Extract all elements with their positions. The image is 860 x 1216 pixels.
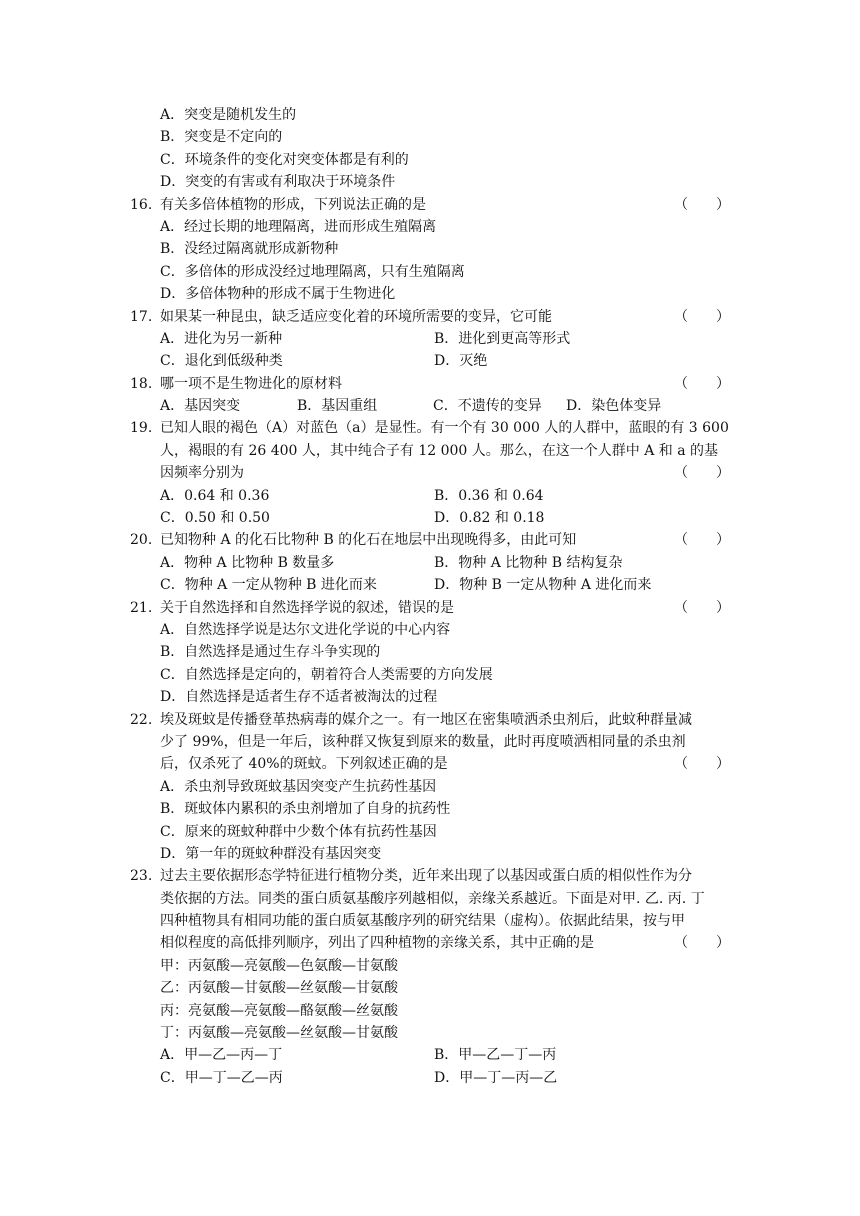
option-c: C．多倍体的形成没经过地理隔离，只有生殖隔离 xyxy=(160,263,465,280)
options-row xyxy=(132,395,730,417)
option-b: B．斑蚊体内累积的杀虫剂增加了自身的抗药性 xyxy=(160,801,451,818)
stem-line xyxy=(132,932,730,954)
question-18 xyxy=(132,373,730,418)
stem-text: 相似程度的高低排列顺序，列出了四种植物的亲缘关系，其中正确的是 xyxy=(160,935,594,952)
question-number: 17. xyxy=(130,308,153,325)
option-c: C．退化到低级种类 xyxy=(160,353,283,370)
option-d: D．染色体变异 xyxy=(566,398,662,415)
option-a: A．0.64 和 0.36 xyxy=(160,487,270,504)
stem-text: 埃及斑蚊是传播登革热病毒的媒介之一。有一地区在密集喷洒杀虫剂后，此蚊种群量减 xyxy=(160,711,692,728)
question-15-options xyxy=(132,104,730,194)
options-row xyxy=(132,1044,730,1066)
question-stem xyxy=(132,865,730,887)
option-c: C．甲—丁—乙—丙 xyxy=(160,1069,283,1086)
option-a: A．自然选择学说是达尔文进化学说的中心内容 xyxy=(160,621,451,638)
option-c: C．不遗传的变异 xyxy=(433,398,542,415)
option-b: B．自然选择是通过生存斗争实现的 xyxy=(160,644,381,661)
question-stem xyxy=(132,306,730,328)
question-19 xyxy=(132,417,730,529)
options-row xyxy=(132,574,730,596)
answer-blank: （ ） xyxy=(674,756,730,773)
stem-line: 类依据的方法。同类的蛋白质氨基酸序列越相似，亲缘关系越近。下面是对甲. 乙. 丙. 丁 xyxy=(160,890,705,907)
option-d: D．第一年的斑蚊种群没有基因突变 xyxy=(160,845,382,862)
question-stem xyxy=(132,417,730,439)
option-b: B．进化到更高等形式 xyxy=(434,330,571,347)
options-row xyxy=(132,507,730,529)
options-row xyxy=(132,1067,730,1089)
option-d: D．多倍体物种的形成不属于生物进化 xyxy=(160,286,396,303)
question-stem xyxy=(132,597,730,619)
question-stem xyxy=(132,529,730,551)
question-number: 16. xyxy=(130,196,153,213)
question-list xyxy=(132,104,730,1089)
stem-line xyxy=(132,462,730,484)
stem-text: 有关多倍体植物的形成，下列说法正确的是 xyxy=(160,196,426,213)
stem-line: 人，褐眼的有 26 400 人，其中纯合子有 12 000 人。那么，在这一个人群中 A 和 a 的基 xyxy=(160,442,719,459)
sequence-jia: 甲：丙氨酸—亮氨酸—色氨酸—甘氨酸 xyxy=(160,957,398,974)
options-row xyxy=(132,552,730,574)
option-d: D．0.82 和 0.18 xyxy=(434,510,545,527)
question-stem xyxy=(132,194,730,216)
question-number: 20. xyxy=(130,532,153,549)
option-b: B．基因重组 xyxy=(297,398,378,415)
option-b: B．物种 A 比物种 B 结构复杂 xyxy=(434,554,623,571)
option-b: B．甲—乙—丁—丙 xyxy=(434,1047,557,1064)
option-b: B．没经过隔离就形成新物种 xyxy=(160,241,339,258)
answer-blank: （ ） xyxy=(674,599,730,616)
options-row xyxy=(132,350,730,372)
option-d: D．自然选择是适者生存不适者被淘汰的过程 xyxy=(160,689,438,706)
question-number: 22. xyxy=(130,711,153,728)
option-d: D．突变的有害或有利取决于环境条件 xyxy=(160,174,396,191)
option-d: D．甲—丁—丙—乙 xyxy=(434,1069,558,1086)
option-b: B．0.36 和 0.64 xyxy=(434,487,544,504)
options-row xyxy=(132,328,730,350)
question-number: 18. xyxy=(130,375,153,392)
stem-text: 过去主要依据形态学特征进行植物分类，近年来出现了以基因或蛋白质的相似性作为分 xyxy=(160,868,692,885)
stem-text: 关于自然选择和自然选择学说的叙述，错误的是 xyxy=(160,599,454,616)
stem-line xyxy=(132,753,730,775)
option-a: A．甲—乙—丙—丁 xyxy=(160,1047,283,1064)
answer-blank: （ ） xyxy=(674,935,730,952)
option-d: D．物种 B 一定从物种 A 进化而来 xyxy=(434,577,652,594)
option-b: B．突变是不定向的 xyxy=(160,129,283,146)
question-stem xyxy=(132,373,730,395)
option-c: C．0.50 和 0.50 xyxy=(160,510,270,527)
option-a: A．物种 A 比物种 B 数量多 xyxy=(160,554,335,571)
sequence-yi: 乙：丙氨酸—甘氨酸—丝氨酸—甘氨酸 xyxy=(160,980,398,997)
option-a: A．经过长期的地理隔离，进而形成生殖隔离 xyxy=(160,218,437,235)
answer-blank: （ ） xyxy=(674,196,730,213)
stem-line: 四种植物具有相同功能的蛋白质氨基酸序列的研究结果（虚构）。依据此结果，按与甲 xyxy=(160,913,685,930)
question-number: 23. xyxy=(130,868,153,885)
option-c: C．自然选择是定向的，朝着符合人类需要的方向发展 xyxy=(160,666,493,683)
question-20 xyxy=(132,529,730,596)
option-c: C．物种 A 一定从物种 B 进化而来 xyxy=(160,577,377,594)
answer-blank: （ ） xyxy=(674,465,730,482)
option-a: A．突变是随机发生的 xyxy=(160,107,297,123)
stem-text: 如果某一种昆虫，缺乏适应变化着的环境所需要的变异，它可能 xyxy=(160,308,552,325)
question-number: 21. xyxy=(130,599,153,616)
option-a: A．基因突变 xyxy=(160,398,241,415)
option-a: A．杀虫剂导致斑蚊基因突变产生抗药性基因 xyxy=(160,778,437,795)
stem-text: 后，仅杀死了 40%的斑蚊。下列叙述正确的是 xyxy=(160,756,448,773)
question-23 xyxy=(132,865,730,1089)
question-16 xyxy=(132,194,730,306)
stem-line: 少了 99%，但是一年后，该种群又恢复到原来的数量，此时再度喷洒相同量的杀虫剂 xyxy=(160,733,686,750)
option-d: D．灭绝 xyxy=(434,353,488,370)
question-number: 19. xyxy=(130,420,153,437)
answer-blank: （ ） xyxy=(674,532,730,549)
answer-blank: （ ） xyxy=(674,308,730,325)
question-stem xyxy=(132,709,730,731)
sequence-ding: 丁：丙氨酸—亮氨酸—丝氨酸—甘氨酸 xyxy=(160,1025,398,1042)
option-c: C．环境条件的变化对突变体都是有利的 xyxy=(160,151,409,168)
sequence-bing: 丙：亮氨酸—亮氨酸—酪氨酸—丝氨酸 xyxy=(160,1002,398,1019)
answer-blank: （ ） xyxy=(674,375,730,392)
question-22 xyxy=(132,709,730,866)
stem-text: 已知物种 A 的化石比物种 B 的化石在地层中出现晚得多，由此可知 xyxy=(160,532,577,549)
stem-text: 哪一项不是生物进化的原材料 xyxy=(160,375,342,392)
question-21 xyxy=(132,597,730,709)
option-c: C．原来的斑蚊种群中少数个体有抗药性基因 xyxy=(160,823,437,840)
stem-text: 因频率分别为 xyxy=(160,465,244,482)
options-row xyxy=(132,485,730,507)
question-17 xyxy=(132,306,730,373)
stem-text: 已知人眼的褐色（A）对蓝色（a）是显性。有一个有 30 000 人的人群中，蓝眼的有 3 600 xyxy=(160,420,729,437)
option-a: A．进化为另一新种 xyxy=(160,330,283,347)
